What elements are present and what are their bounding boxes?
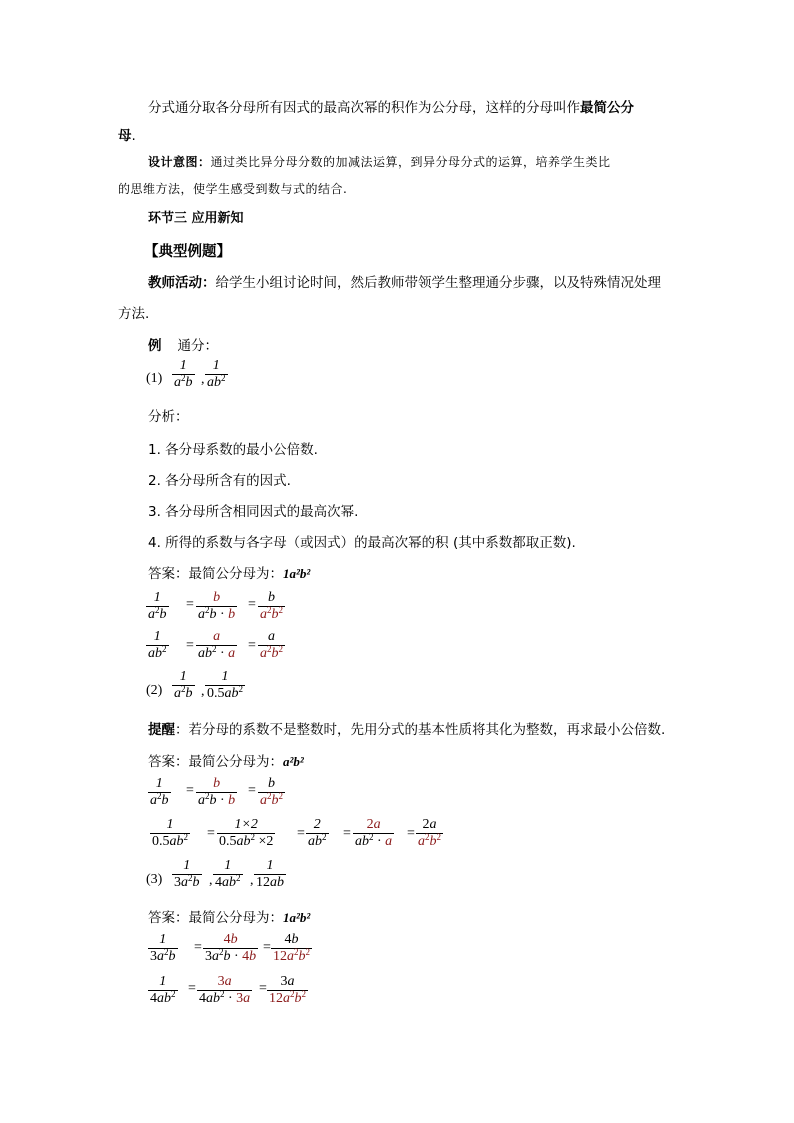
fraction: 1 $4ab^2$ xyxy=(150,974,176,1006)
problem-3-label: (3) xyxy=(146,872,163,887)
analysis-label: 分析： xyxy=(148,409,189,425)
intro-term-end: 母 xyxy=(118,128,132,144)
fraction: 1 $4ab^2$ xyxy=(215,858,241,890)
design-text: 通过类比异分母分数的加减法运算，到异分母分式的运算，培养学生类比 xyxy=(210,155,611,169)
intro-term: 最简公分 xyxy=(580,100,634,116)
fraction: 1 $ab^2$ xyxy=(207,358,226,390)
teacher-label: 教师活动： xyxy=(148,275,216,291)
fraction: 1 $a^2b$ xyxy=(150,776,169,808)
analysis-item: 3. 各分母所含相同因式的最高次幂. xyxy=(148,504,359,520)
intro-text: 分式通分取各分母所有因式的最高次幂的积作为公分母，这样的分母叫作 xyxy=(148,100,580,116)
fraction: 3a $12a^2b^2$ xyxy=(269,974,306,1006)
fraction: 1 12ab xyxy=(256,858,284,890)
analysis-item: 1. 各分母系数的最小公倍数. xyxy=(148,442,318,458)
fraction: b $a^2b^2$ xyxy=(260,590,283,622)
fraction: b $a^2b \cdot b$ xyxy=(198,590,236,622)
fraction: 1 $ab^2$ xyxy=(148,629,167,661)
answer-label: 答案：最简公分母为： xyxy=(148,566,283,582)
typical-title: 【典型例题】 xyxy=(144,244,231,260)
teacher-line-2 xyxy=(118,302,149,322)
fraction: b $a^2b^2$ xyxy=(260,776,283,808)
problem-1-label: (1) xyxy=(146,371,163,386)
fraction: 4b $12a^2b^2$ xyxy=(273,932,310,964)
analysis-item: 2. 各分母所含有的因式. xyxy=(148,473,291,489)
example-text: 通分： xyxy=(177,338,218,354)
answer-3 xyxy=(148,906,310,926)
answer-label: 答案：最简公分母为： xyxy=(148,754,283,770)
fraction: 4b $3a^2b \cdot 4b$ xyxy=(205,932,257,964)
fraction: 2a $ab^2 \cdot a$ xyxy=(355,817,393,849)
fraction: 1 $0.5ab^2$ xyxy=(152,817,188,849)
fraction: 3a $4ab^2 \cdot 3a$ xyxy=(199,974,251,1006)
section-title: 环节三 应用新知 xyxy=(148,211,244,226)
design-line-1 xyxy=(148,153,611,170)
example-line xyxy=(148,334,218,354)
intro-line-2 xyxy=(118,124,136,144)
design-label: 设计意图： xyxy=(148,155,211,169)
analysis-item: 4. 所得的系数与各字母（或因式）的最高次幂的积 (其中系数都取正数). xyxy=(148,535,576,551)
fraction: 1 $a^2b$ xyxy=(174,358,193,390)
fraction: 1 $a^2b$ xyxy=(148,590,167,622)
fraction: 1×2 $0.5ab^2 \times 2$ xyxy=(219,817,274,849)
fraction: 2a $a^2b^2$ xyxy=(418,817,441,849)
answer-value: 1a²b² xyxy=(283,566,311,581)
answer-value: 1a²b² xyxy=(283,910,311,925)
fraction: a $ab^2 \cdot a$ xyxy=(198,629,236,661)
fraction: 1 $0.5ab^2$ xyxy=(207,669,243,701)
answer-label: 答案：最简公分母为： xyxy=(148,910,283,926)
fraction: 1 $3a^2b$ xyxy=(174,858,200,890)
example-label: 例 xyxy=(148,338,162,354)
tip-label: 提醒 xyxy=(148,722,175,738)
teacher-text-2: 方法. xyxy=(118,306,150,322)
teacher-line-1 xyxy=(148,271,661,291)
fraction: a $a^2b^2$ xyxy=(260,629,283,661)
fraction: b $a^2b \cdot b$ xyxy=(198,776,236,808)
answer-value: a²b² xyxy=(283,754,304,769)
intro-line-1 xyxy=(148,96,634,116)
fraction: 1 $3a^2b$ xyxy=(150,932,176,964)
answer-2 xyxy=(148,750,304,770)
problem-2-label: (2) xyxy=(146,683,163,698)
tip-text: ：若分母的系数不是整数时，先用分式的基本性质将其化为整数，再求最小公倍数. xyxy=(175,722,666,738)
design-line-2 xyxy=(118,180,347,197)
fraction: 2 $ab^2$ xyxy=(308,817,327,849)
design-text-2: 的思维方法，使学生感受到数与式的结合. xyxy=(118,182,348,196)
tip-line xyxy=(148,718,665,738)
fraction: 1 $a^2b$ xyxy=(174,669,193,701)
teacher-text: 给学生小组讨论时间，然后教师带领学生整理通分步骤，以及特殊情况处理 xyxy=(215,275,661,291)
answer-1 xyxy=(148,562,310,582)
intro-period: . xyxy=(131,128,136,144)
